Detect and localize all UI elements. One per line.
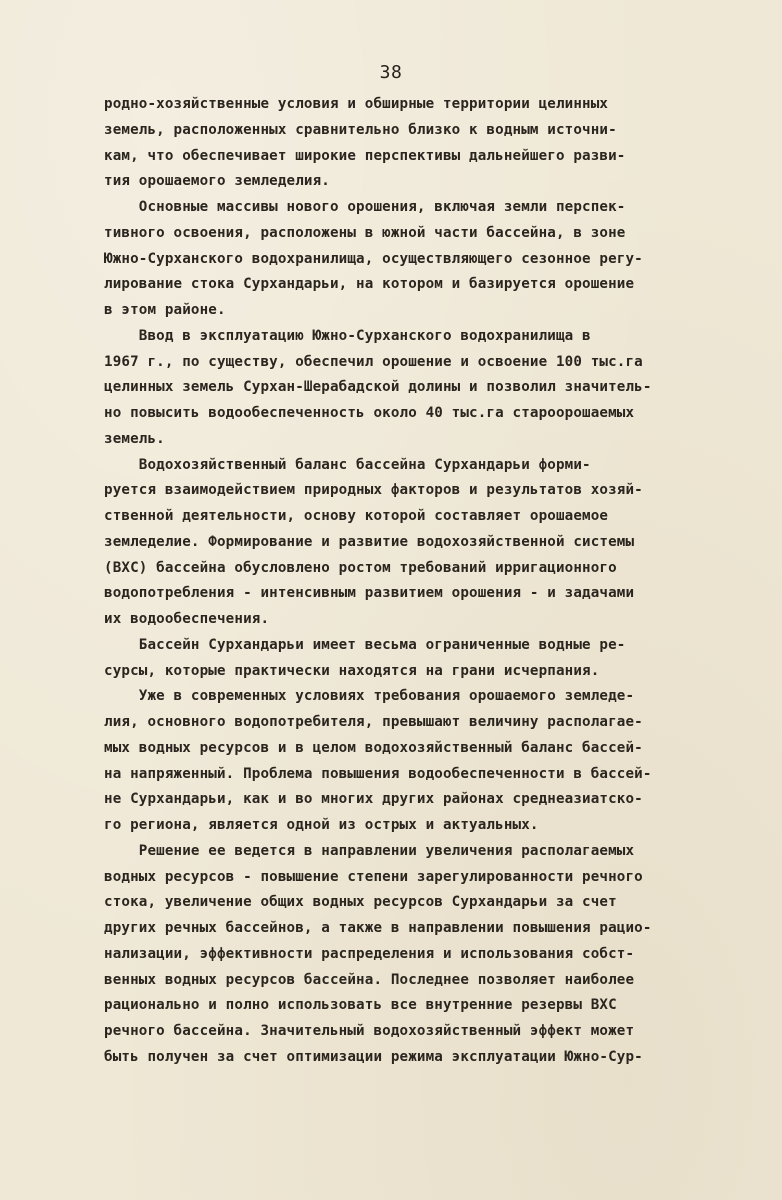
text-line: не Сурхандарьи, как и во многих других районах среднеазиатско- bbox=[104, 791, 643, 808]
text-line: Бассейн Сурхандарьи имеет весьма ограниченные водные ре- bbox=[104, 636, 626, 653]
body-text bbox=[104, 92, 764, 1071]
text-line: их водообеспечения. bbox=[104, 611, 270, 627]
text-line: целинных земель Сурхан-Шерабадской долины и позволил значитель- bbox=[104, 379, 652, 396]
text-line: ственной деятельности, основу которой составляет орошаемое bbox=[104, 508, 609, 524]
text-line: мых водных ресурсов и в целом водохозяйственный баланс бассей- bbox=[104, 739, 643, 756]
text-line: но повысить водообеспеченность около 40 тыс.га староорошаемых bbox=[104, 405, 635, 421]
text-line: Ввод в эксплуатацию Южно-Сурханского водохранилища в bbox=[104, 327, 591, 344]
text-line: (ВХС) бассейна обусловлено ростом требований ирригационного bbox=[104, 559, 617, 576]
text-line: водопотребления - интенсивным развитием орошения - и задачами bbox=[104, 585, 635, 602]
text-line: Основные массивы нового орошения, включая земли перспек- bbox=[104, 199, 626, 215]
text-line: родно-хозяйственные условия и обширные территории целинных bbox=[104, 96, 609, 112]
text-line: нализации, эффективности распределения и использования собст- bbox=[104, 945, 635, 962]
text-line: 1967 г., по существу, обеспечил орошение и освоение 100 тыс.га bbox=[104, 353, 643, 370]
text-line: стока, увеличение общих водных ресурсов Сурхандарьи за счет bbox=[104, 894, 617, 911]
text-line: Решение ее ведется в направлении увеличения располагаемых bbox=[104, 842, 635, 859]
text-line: речного бассейна. Значительный водохозяйственный эффект может bbox=[104, 1023, 635, 1039]
page-number: 38 bbox=[379, 62, 403, 83]
text-line: тия орошаемого земледелия. bbox=[104, 173, 330, 190]
text-line: тивного освоения, расположены в южной части бассейна, в зоне bbox=[104, 224, 626, 241]
text-line: земледелие. Формирование и развитие водохозяйственной системы bbox=[104, 533, 635, 550]
text-line: венных водных ресурсов бассейна. Последнее позволяет наиболее bbox=[104, 971, 635, 988]
text-line: водных ресурсов - повышение степени зарегулированности речного bbox=[104, 868, 643, 885]
text-line: в этом районе. bbox=[104, 302, 226, 318]
text-line: лирование стока Сурхандарьи, на котором и базируется орошение bbox=[104, 276, 635, 293]
text-line: кам, что обеспечивает широкие перспективы дальнейшего разви- bbox=[104, 147, 626, 164]
text-line: рационально и полно использовать все внутренние резервы ВХС bbox=[104, 997, 617, 1014]
text-line: быть получен за счет оптимизации режима эксплуатации Южно-Сур- bbox=[104, 1048, 643, 1065]
text-line: сурсы, которые практически находятся на грани исчерпания. bbox=[104, 662, 600, 679]
text-line: на напряженный. Проблема повышения водообеспеченности в бассей- bbox=[104, 765, 652, 782]
text-line: других речных бассейнов, а также в направлении повышения рацио- bbox=[104, 920, 652, 936]
text-line: Водохозяйственный баланс бассейна Сурхандарьи форми- bbox=[104, 456, 591, 473]
text-line: земель, расположенных сравнительно близко к водным источни- bbox=[104, 121, 617, 138]
text-line: Южно-Сурханского водохранилища, осуществляющего сезонное регу- bbox=[104, 250, 643, 267]
text-line: го региона, является одной из острых и актуальных. bbox=[104, 817, 539, 833]
text-line: лия, основного водопотребителя, превышают величину располагае- bbox=[104, 714, 643, 730]
text-line: земель. bbox=[104, 430, 165, 447]
text-line: руется взаимодействием природных факторов и результатов хозяй- bbox=[104, 482, 643, 499]
text-line: Уже в современных условиях требования орошаемого земледе- bbox=[104, 688, 635, 705]
